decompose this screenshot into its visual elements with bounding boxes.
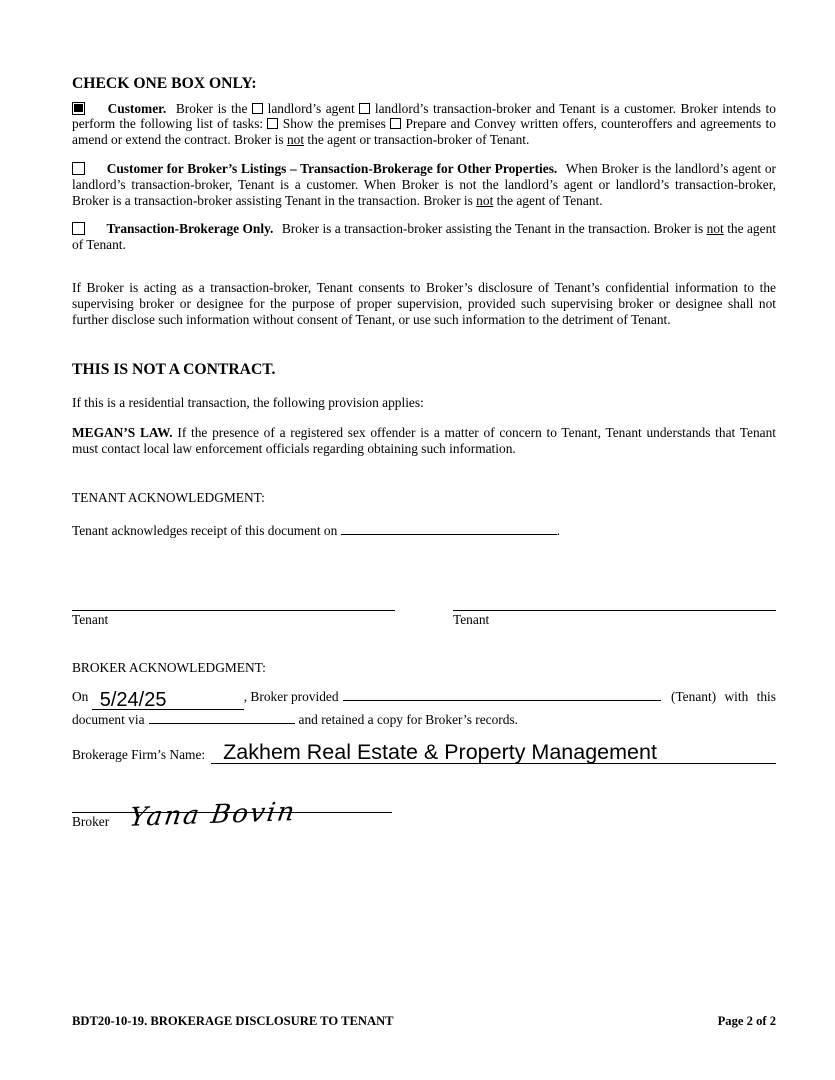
option-3-not: not bbox=[706, 221, 724, 237]
option-2-not: not bbox=[476, 192, 494, 208]
option-customer-task-2: Prepare and Convey written offers, counteroffers and agreements to amend or extend the contract. Broker is bbox=[72, 116, 776, 147]
option-2-tail: the agent of Tenant. bbox=[496, 192, 603, 208]
option-customer-brokers-listings bbox=[72, 161, 776, 208]
option-customer-text-3: landlord’s transaction-broker and Tenant is a customer. Broker intends to perform the following list of tasks: bbox=[72, 100, 776, 132]
tenant-name-field[interactable] bbox=[343, 700, 661, 701]
option-customer-label: Customer. bbox=[107, 100, 167, 116]
megans-law-label: MEGAN’S LAW. bbox=[72, 425, 173, 441]
landlords-agent-checkbox[interactable] bbox=[252, 103, 263, 114]
option-customer bbox=[72, 101, 776, 148]
broker-signature-label: Broker bbox=[72, 814, 110, 830]
firm-name-value: Zakhem Real Estate & Property Management bbox=[223, 740, 657, 765]
tenant-signature-block-1 bbox=[72, 596, 395, 628]
tenant-suffix: (Tenant) with this bbox=[670, 688, 776, 704]
check-one-box-heading: CHECK ONE BOX ONLY: bbox=[72, 75, 257, 92]
broker-signature-value: Yana Bovin bbox=[127, 797, 299, 833]
option-3-tail: the agent of Tenant. bbox=[72, 221, 776, 252]
option-transaction-brokerage-only bbox=[72, 221, 776, 252]
broker-date-value: 5/24/25 bbox=[99, 688, 167, 711]
firm-label: Brokerage Firm’s Name: bbox=[72, 747, 206, 763]
via-suffix: and retained a copy for Broker’s records. bbox=[298, 711, 519, 727]
via-prefix: document via bbox=[72, 711, 145, 727]
receipt-date-field[interactable] bbox=[341, 521, 557, 535]
residential-note: If this is a residential transaction, the following provision applies: bbox=[72, 394, 424, 410]
tenant-signature-label-1: Tenant bbox=[72, 611, 109, 627]
confidentiality-paragraph: If Broker is acting as a transaction-broker, Tenant consents to Broker’s disclosure of Tenant’s confidential information to the supervising broker or designee for the purpose of proper supervision, provided such supervising broker or designee shall not further disclose such information without consent of Tenant, or use such information to the detriment of Tenant. bbox=[72, 280, 776, 327]
broker-provided-line bbox=[72, 689, 776, 710]
megans-law-paragraph bbox=[72, 425, 776, 456]
option-3-label: Transaction-Brokerage Only. bbox=[106, 221, 274, 237]
not-a-contract-heading: THIS IS NOT A CONTRACT. bbox=[72, 361, 276, 379]
customer-checkbox[interactable] bbox=[72, 102, 85, 115]
tenant-signature-label-2: Tenant bbox=[453, 611, 490, 627]
firm-name-field[interactable] bbox=[211, 741, 776, 764]
receipt-text: Tenant acknowledges receipt of this document on bbox=[72, 523, 338, 539]
option-customer-text-1: Broker is the bbox=[175, 100, 248, 116]
prepare-convey-checkbox[interactable] bbox=[390, 118, 401, 129]
receipt-line bbox=[72, 521, 776, 539]
receipt-period: . bbox=[556, 523, 561, 539]
provided-label: , Broker provided bbox=[243, 688, 339, 704]
page-footer bbox=[72, 1014, 776, 1030]
option-customer-task-1: Show the premises bbox=[282, 116, 386, 132]
tenant-signature-field-2[interactable] bbox=[453, 596, 776, 611]
option-3-body: Broker is a transaction-broker assisting the Tenant in the transaction. Broker is bbox=[281, 221, 704, 237]
via-field[interactable] bbox=[149, 723, 295, 724]
show-premises-checkbox[interactable] bbox=[267, 118, 278, 129]
tenant-signature-field-1[interactable] bbox=[72, 596, 395, 611]
option-2-label: Customer for Broker’s Listings – Transaction-Brokerage for Other Properties. bbox=[106, 161, 558, 177]
customer-brokers-listings-checkbox[interactable] bbox=[72, 162, 85, 175]
footer-form-id: BDT20-10-19. BROKERAGE DISCLOSURE TO TENANT bbox=[72, 1014, 394, 1028]
broker-acknowledgment-heading: BROKER ACKNOWLEDGMENT: bbox=[72, 660, 266, 676]
megans-law-text: If the presence of a registered sex offender is a matter of concern to Tenant, Tenant understands that Tenant must contact local law enforcement officials regarding obtaining such information. bbox=[72, 425, 776, 456]
brokerage-firm-line bbox=[72, 741, 776, 764]
document-via-line bbox=[72, 712, 776, 728]
option-customer-not: not bbox=[286, 131, 305, 147]
option-customer-tail: the agent or transaction-broker of Tenant. bbox=[307, 131, 530, 147]
option-2-body: When Broker is the landlord’s agent or landlord’s transaction-broker, Tenant is a customer. When Broker is not the landlord’s agent or landlord’s transaction-broker, Broker is a transaction-broker assisting Tenant in the transaction. Broker is bbox=[72, 161, 776, 208]
broker-date-field[interactable] bbox=[92, 689, 244, 710]
broker-signature-block bbox=[72, 797, 392, 833]
option-customer-text-2: landlord’s agent bbox=[267, 100, 355, 116]
tenant-signature-row bbox=[72, 596, 776, 628]
transaction-brokerage-only-checkbox[interactable] bbox=[72, 222, 85, 235]
tenant-acknowledgment-heading: TENANT ACKNOWLEDGMENT: bbox=[72, 489, 265, 505]
landlords-transaction-broker-checkbox[interactable] bbox=[359, 103, 370, 114]
footer-page-number: Page 2 of 2 bbox=[717, 1014, 776, 1028]
tenant-signature-block-2 bbox=[453, 596, 776, 628]
on-label: On bbox=[72, 688, 89, 704]
